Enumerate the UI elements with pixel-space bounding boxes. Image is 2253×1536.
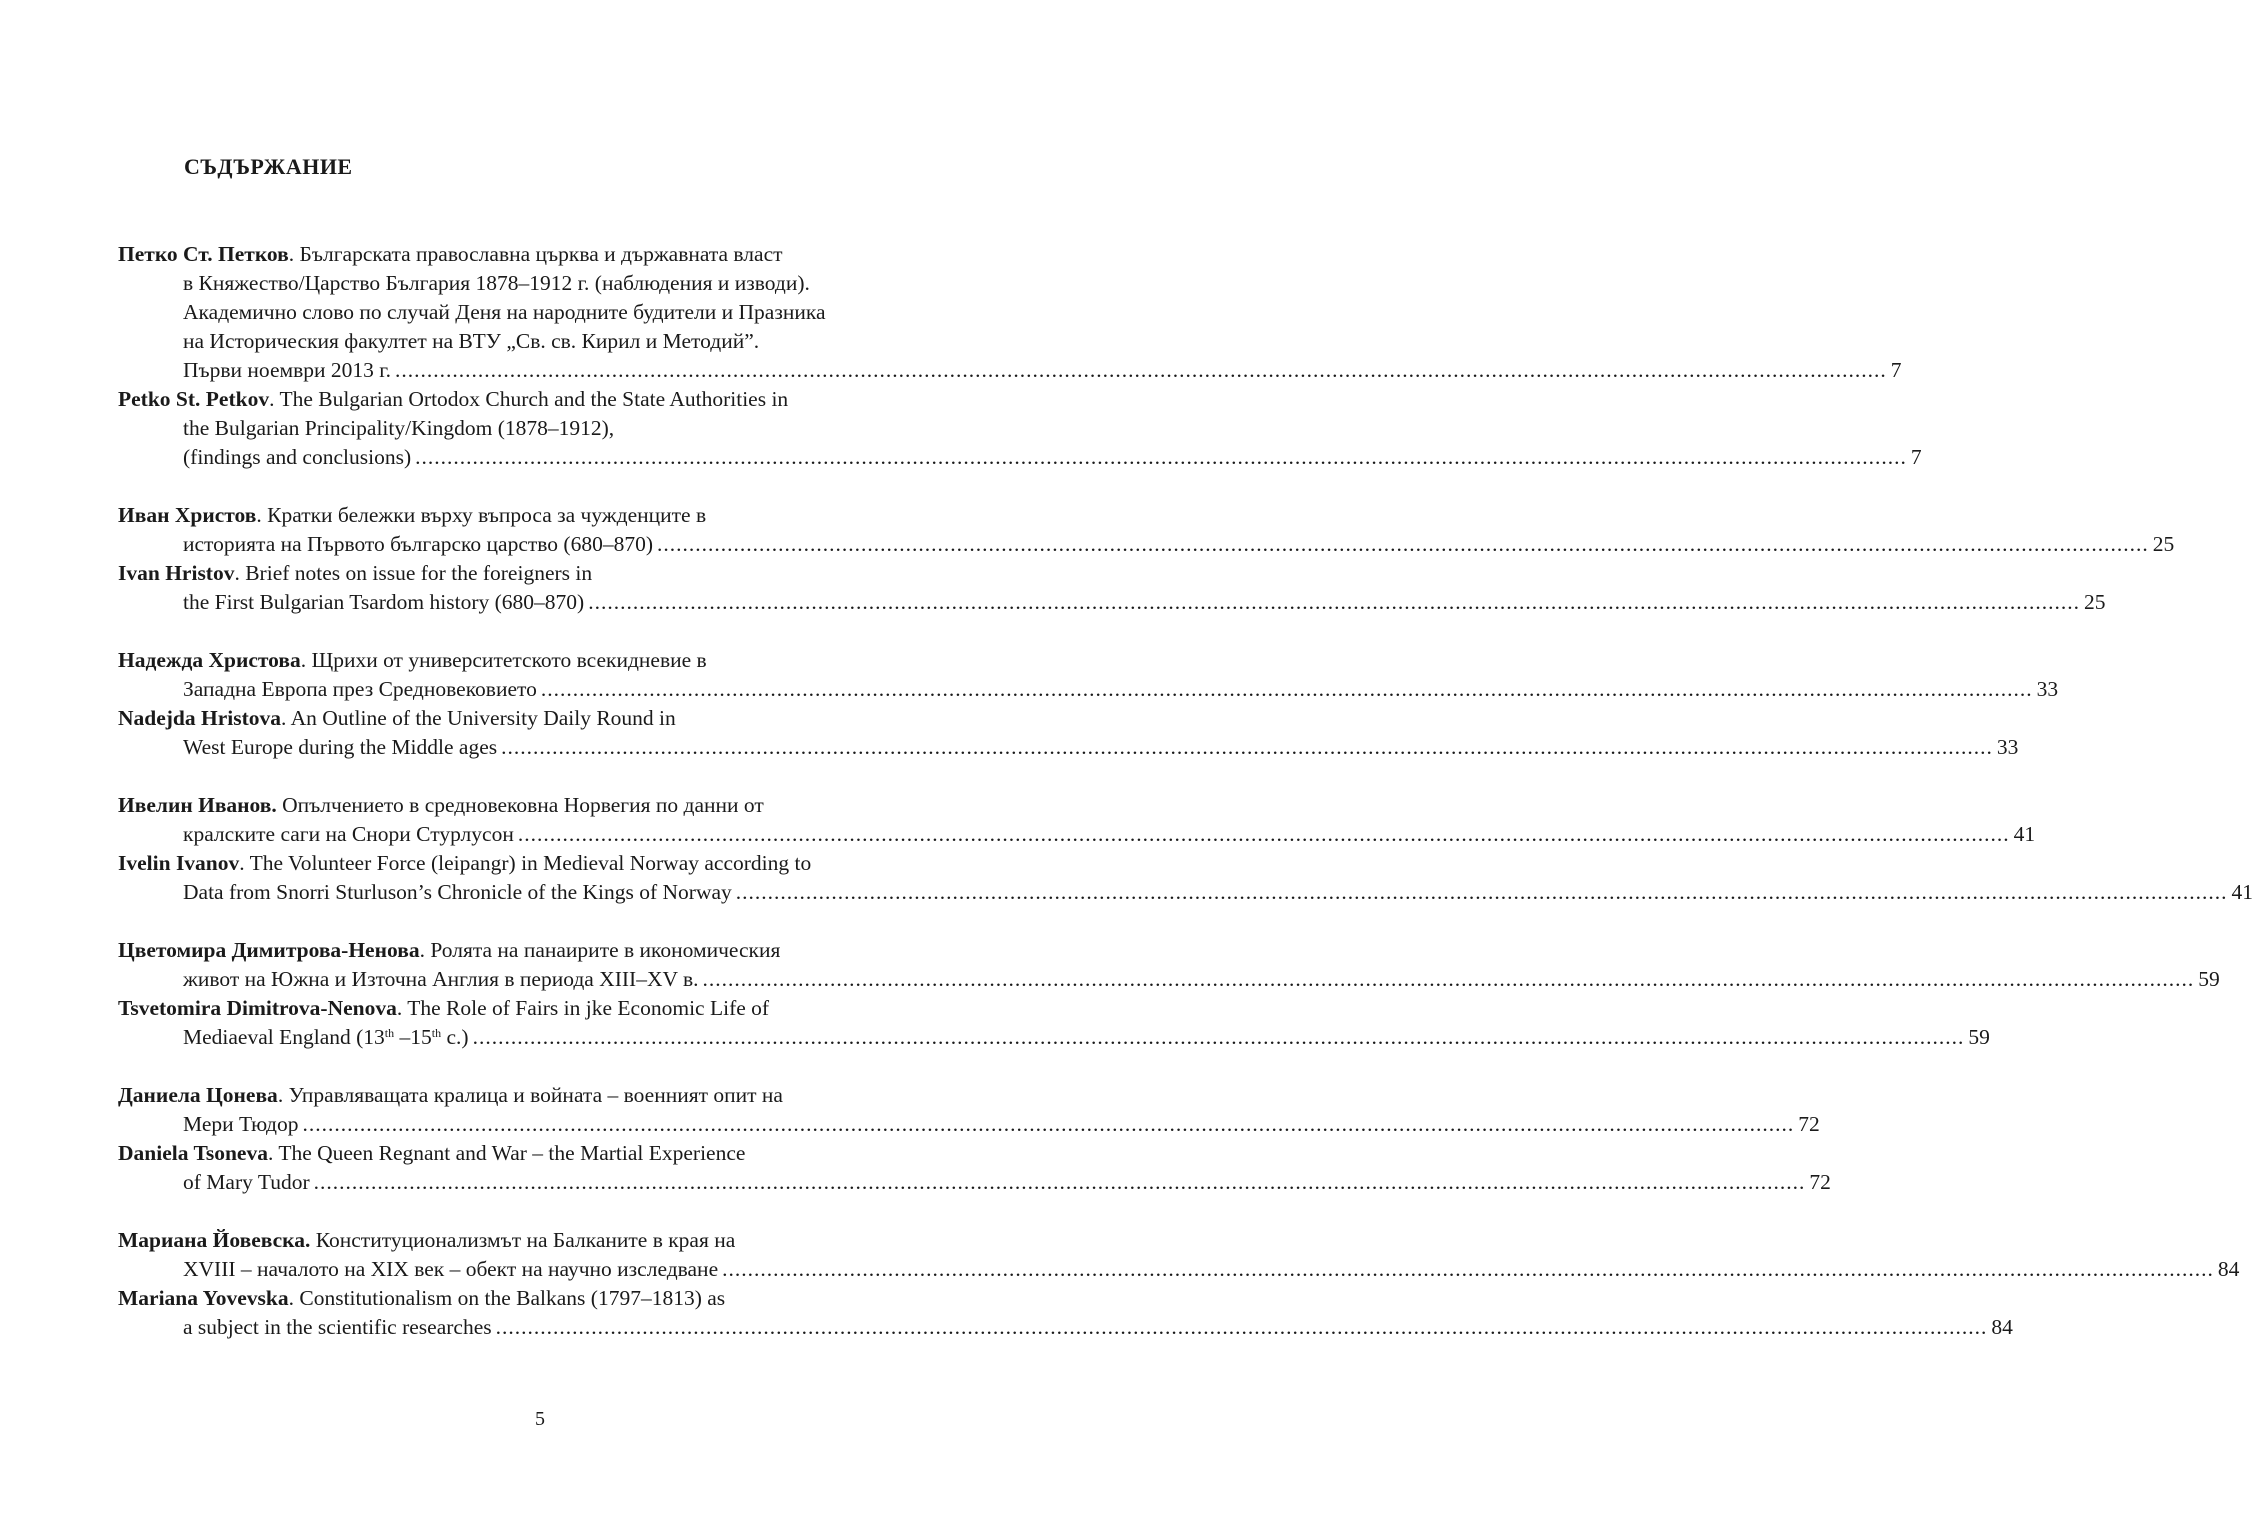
- author-name: Ивелин Иванов.: [118, 793, 277, 817]
- author-name: Mariana Yovevska: [118, 1286, 289, 1310]
- dot-leader: [496, 1313, 1988, 1342]
- toc-line: Академично слово по случай Деня на народните будители и Празника: [183, 300, 826, 324]
- toc-line: кралските саги на Снори Стурлусон ..... 41: [118, 820, 942, 849]
- toc-line: a subject in the scientific researches ..... 84: [118, 1313, 942, 1342]
- article-title: . The Bulgarian Ortodox Church and the State Authorities in: [269, 387, 789, 411]
- page-ref: 84: [1991, 1315, 2013, 1339]
- page-title: СЪДЪРЖАНИЕ: [184, 154, 353, 179]
- dot-leader: [473, 1023, 1965, 1052]
- page-ref: 33: [2036, 677, 2059, 701]
- page-ref: 25: [2083, 590, 2106, 614]
- author-name: Ivelin Ivanov: [118, 851, 240, 875]
- article-title: . The Role of Fairs in jke Economic Life of: [396, 996, 770, 1020]
- toc-line: Data from Snorri Sturluson’s Chronicle of the Kings of Norway ..... 41: [118, 878, 942, 907]
- dot-leader: [703, 965, 2195, 994]
- page-ref: 41: [2013, 822, 2036, 846]
- author-name: Иван Христов: [118, 503, 257, 527]
- page-number: 5: [535, 1408, 545, 1430]
- dot-leader: [395, 356, 1887, 385]
- author-name: Мариана Йовевска.: [118, 1228, 311, 1252]
- author-name: Daniela Tsoneva: [118, 1141, 268, 1165]
- dot-leader: [722, 1255, 2214, 1284]
- dot-leader: [415, 443, 1907, 472]
- dot-leader: [302, 1110, 1794, 1139]
- article-title: . The Volunteer Force (leipangr) in Medieval Norway according to: [239, 851, 812, 875]
- article-title: Конституционализмът на Балканите в края на: [310, 1228, 736, 1252]
- author-name: Nadejda Hristova: [118, 706, 282, 730]
- dot-leader: [518, 820, 2010, 849]
- toc-entry-hristov: [118, 501, 2175, 617]
- toc-line: [118, 994, 942, 1023]
- toc-line: [118, 240, 942, 269]
- article-title: . The Queen Regnant and War – the Martial Experience: [267, 1141, 746, 1165]
- author-name: Даниела Цонева: [118, 1083, 278, 1107]
- toc-line: [118, 385, 942, 414]
- toc-line: [118, 936, 942, 965]
- toc-entry-yovevska: [118, 1226, 2240, 1342]
- page-ref: 84: [2217, 1257, 2240, 1281]
- toc-entry-dimitrova-nenova: [118, 936, 2220, 1052]
- article-title: . Brief notes on issue for the foreigners in: [234, 561, 593, 585]
- page-ref: 59: [1968, 1025, 1990, 1049]
- toc-line: [118, 791, 942, 820]
- article-title: . Ролята на панаирите в икономическия: [419, 938, 781, 962]
- page-ref: 72: [1809, 1170, 1831, 1194]
- dot-leader: [736, 878, 2228, 907]
- page-ref: 72: [1798, 1112, 1820, 1136]
- table-of-contents: [118, 240, 2253, 1371]
- article-title: Опълчението в средновековна Норвегия по данни от: [276, 793, 764, 817]
- toc-line: на Историческия факултет на ВТУ „Св. св. Кирил и Методий”.: [183, 329, 760, 353]
- toc-line: [118, 1284, 942, 1313]
- toc-line: [118, 1139, 942, 1168]
- toc-line: [118, 1226, 942, 1255]
- toc-entry-tsoneva: [118, 1081, 1831, 1197]
- toc-entry-hristova: [118, 646, 2059, 762]
- toc-entry-petkov: [118, 240, 1922, 472]
- page-ref: 25: [2152, 532, 2175, 556]
- page-ref: 33: [1996, 735, 2019, 759]
- toc-line: живот на Южна и Източна Англия в периода XIII–XV в. ..... 59: [118, 965, 942, 994]
- author-name: Цветомира Димитрова-Ненова: [118, 938, 420, 962]
- author-name: Петко Ст. Петков: [118, 242, 289, 266]
- page-ref: 7: [1910, 445, 1922, 469]
- toc-line: XVIII – началото на XIX век – обект на научно изследване ..... 84: [118, 1255, 942, 1284]
- dot-leader: [314, 1168, 1806, 1197]
- toc-line: [118, 501, 942, 530]
- author-name: Ivan Hristov: [118, 561, 235, 585]
- toc-line: (findings and conclusions) ..... 7: [118, 443, 942, 472]
- article-title: . Constitutionalism on the Balkans (1797–1813) as: [288, 1286, 726, 1310]
- toc-line: [118, 646, 942, 675]
- dot-leader: [501, 733, 1993, 762]
- page-ref: 7: [1890, 358, 1902, 382]
- article-title: . Кратки бележки върху въпроса за чужденците в: [256, 503, 707, 527]
- toc-line: the Bulgarian Principality/Kingdom (1878–1912),: [183, 416, 615, 440]
- toc-entry-ivanov: [118, 791, 2253, 907]
- toc-line: [118, 849, 942, 878]
- toc-line: the First Bulgarian Tsardom history (680–870) ..... 25: [118, 588, 942, 617]
- toc-line: историята на Първото българско царство (680–870) ..... 25: [118, 530, 942, 559]
- dot-leader: [588, 588, 2080, 617]
- toc-line: Mediaeval England (13th –15th c.) ..... 59: [118, 1023, 942, 1052]
- toc-line: [118, 704, 942, 733]
- dot-leader: [541, 675, 2033, 704]
- page-ref: 41: [2231, 880, 2253, 904]
- article-title: . An Outline of the University Daily Round in: [281, 706, 676, 730]
- author-name: Petko St. Petkov: [118, 387, 270, 411]
- toc-line: Първи ноември 2013 г. ..... 7: [118, 356, 942, 385]
- toc-line: Западна Европа през Средновековието ..... 33: [118, 675, 942, 704]
- toc-line: Мери Тюдор ..... 72: [118, 1110, 942, 1139]
- article-title: . Щрихи от университетското всекидневие в: [300, 648, 707, 672]
- toc-line: of Mary Tudor ..... 72: [118, 1168, 942, 1197]
- toc-line: [118, 559, 942, 588]
- article-title: . Българската православна църква и държавната власт: [288, 242, 783, 266]
- toc-line: West Europe during the Middle ages ..... 33: [118, 733, 942, 762]
- author-name: Tsvetomira Dimitrova-Nenova: [118, 996, 397, 1020]
- page-ref: 59: [2198, 967, 2220, 991]
- toc-line: в Княжество/Царство България 1878–1912 г. (наблюдения и изводи).: [183, 271, 810, 295]
- toc-line: [118, 1081, 942, 1110]
- article-title: . Управляващата кралица и войната – военният опит на: [277, 1083, 783, 1107]
- author-name: Надежда Христова: [118, 648, 301, 672]
- dot-leader: [657, 530, 2149, 559]
